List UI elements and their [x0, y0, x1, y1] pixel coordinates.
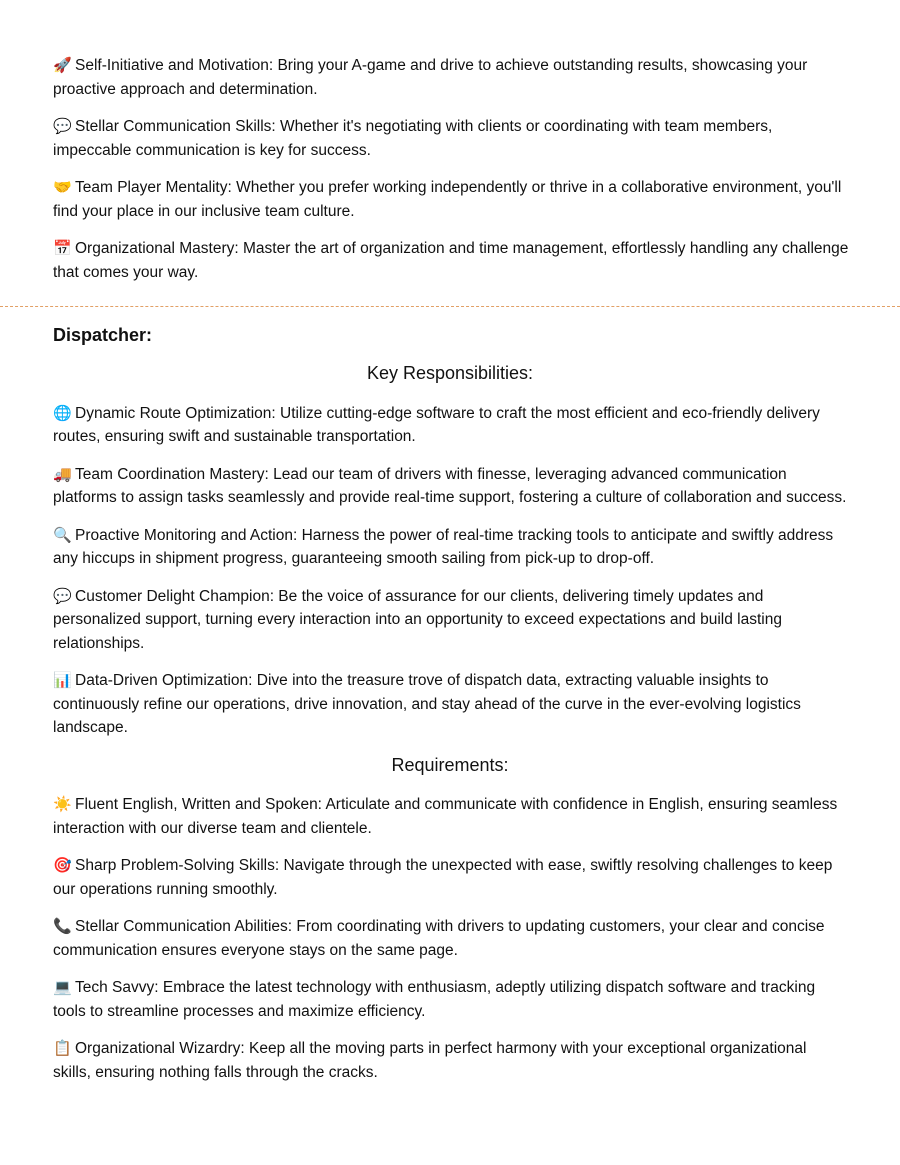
sun-icon: ☀️	[53, 796, 72, 813]
truck-icon: 🚚	[53, 465, 72, 483]
responsibilities-title: Key Responsibilities:	[366, 363, 534, 383]
list-item	[53, 176, 853, 223]
item-text: Proactive Monitoring and Action: Harness the power of real-time tracking tools to anticipate and swiftly address any hiccups in shipment progress, guaranteeing smooth sailing from pick-up to drop-off.	[53, 526, 834, 567]
list-item	[53, 854, 847, 901]
item-text: Stellar Communication Skills: Whether it's negotiating with clients or coordinating with team members, impeccable communication is key for success.	[53, 118, 773, 159]
item-text: Organizational Wizardry: Keep all the moving parts in perfect harmony with your exceptional organizational skills, ensuring nothing falls through the cracks.	[53, 1040, 807, 1081]
item-text: Dynamic Route Optimization: Utilize cutting-edge software to craft the most efficient and eco-friendly delivery routes, ensuring swift and sustainable transportation.	[53, 404, 820, 445]
list-item	[53, 793, 847, 840]
magnifier-icon: 🔍	[53, 526, 72, 544]
speech-bubble-icon: 💬	[53, 118, 72, 135]
bar-chart-icon: 📊	[53, 672, 72, 689]
handshake-icon: 🤝	[53, 179, 72, 196]
clipboard-icon: 📋	[53, 1040, 72, 1057]
rocket-icon: 🚀	[53, 57, 72, 74]
item-text: Organizational Mastery: Master the art of organization and time management, effortlessly handling any challenge that comes your way.	[53, 240, 849, 281]
item-text: Fluent English, Written and Spoken: Articulate and communicate with confidence in English, ensuring seamless interaction with our diverse team and clientele.	[53, 796, 838, 837]
list-item	[53, 669, 847, 740]
target-icon: 🎯	[53, 857, 72, 874]
item-text: Team Coordination Mastery: Lead our team of drivers with finesse, leveraging advanced communication platforms to assign tasks seamlessly and provide real-time support, fostering a culture of collaboration and success.	[53, 465, 847, 506]
item-text: Data-Driven Optimization: Dive into the treasure trove of dispatch data, extracting valuable insights to continuously refine our operations, drive innovation, and stay ahead of the curve in the ever-evolving logistics landscape.	[53, 672, 801, 736]
item-text: Stellar Communication Abilities: From coordinating with drivers to updating customers, your clear and concise communication ensures everyone stays on the same page.	[53, 918, 825, 959]
item-text: Team Player Mentality: Whether you prefer working independently or thrive in a collaborative environment, you'll find your place in our inclusive team culture.	[53, 179, 842, 220]
globe-icon: 🌐	[53, 404, 72, 422]
speech-bubble-icon: 💬	[53, 587, 72, 605]
requirements-title: Requirements:	[391, 754, 509, 775]
qualities-list	[53, 54, 853, 298]
list-item	[53, 237, 853, 284]
item-text: Tech Savvy: Embrace the latest technology with enthusiasm, adeptly utilizing dispatch software and tracking tools to streamline processes and maximize efficiency.	[53, 979, 816, 1020]
dispatcher-section	[53, 362, 847, 1098]
calendar-icon: 📅	[53, 240, 72, 257]
item-text: Sharp Problem-Solving Skills: Navigate through the unexpected with ease, swiftly resolving challenges to keep our operations running smoothly.	[53, 857, 833, 898]
list-item	[53, 54, 853, 101]
list-item	[53, 585, 847, 656]
list-item	[53, 463, 847, 510]
item-text: Self-Initiative and Motivation: Bring your A-game and drive to achieve outstanding results, showcasing your proactive approach and determination.	[53, 57, 808, 98]
section-divider	[0, 306, 900, 307]
phone-icon: 📞	[53, 918, 72, 935]
section-heading: Dispatcher:	[53, 325, 153, 345]
list-item	[53, 115, 853, 162]
item-text: Customer Delight Champion: Be the voice of assurance for our clients, delivering timely updates and personalized support, turning every interaction into an opportunity to exceed expectations and build lasting relationships.	[53, 587, 782, 652]
laptop-icon: 💻	[53, 979, 72, 996]
list-item	[53, 402, 847, 449]
list-item	[53, 524, 847, 571]
list-item	[53, 1037, 847, 1084]
list-item	[53, 915, 847, 962]
list-item	[53, 976, 847, 1023]
